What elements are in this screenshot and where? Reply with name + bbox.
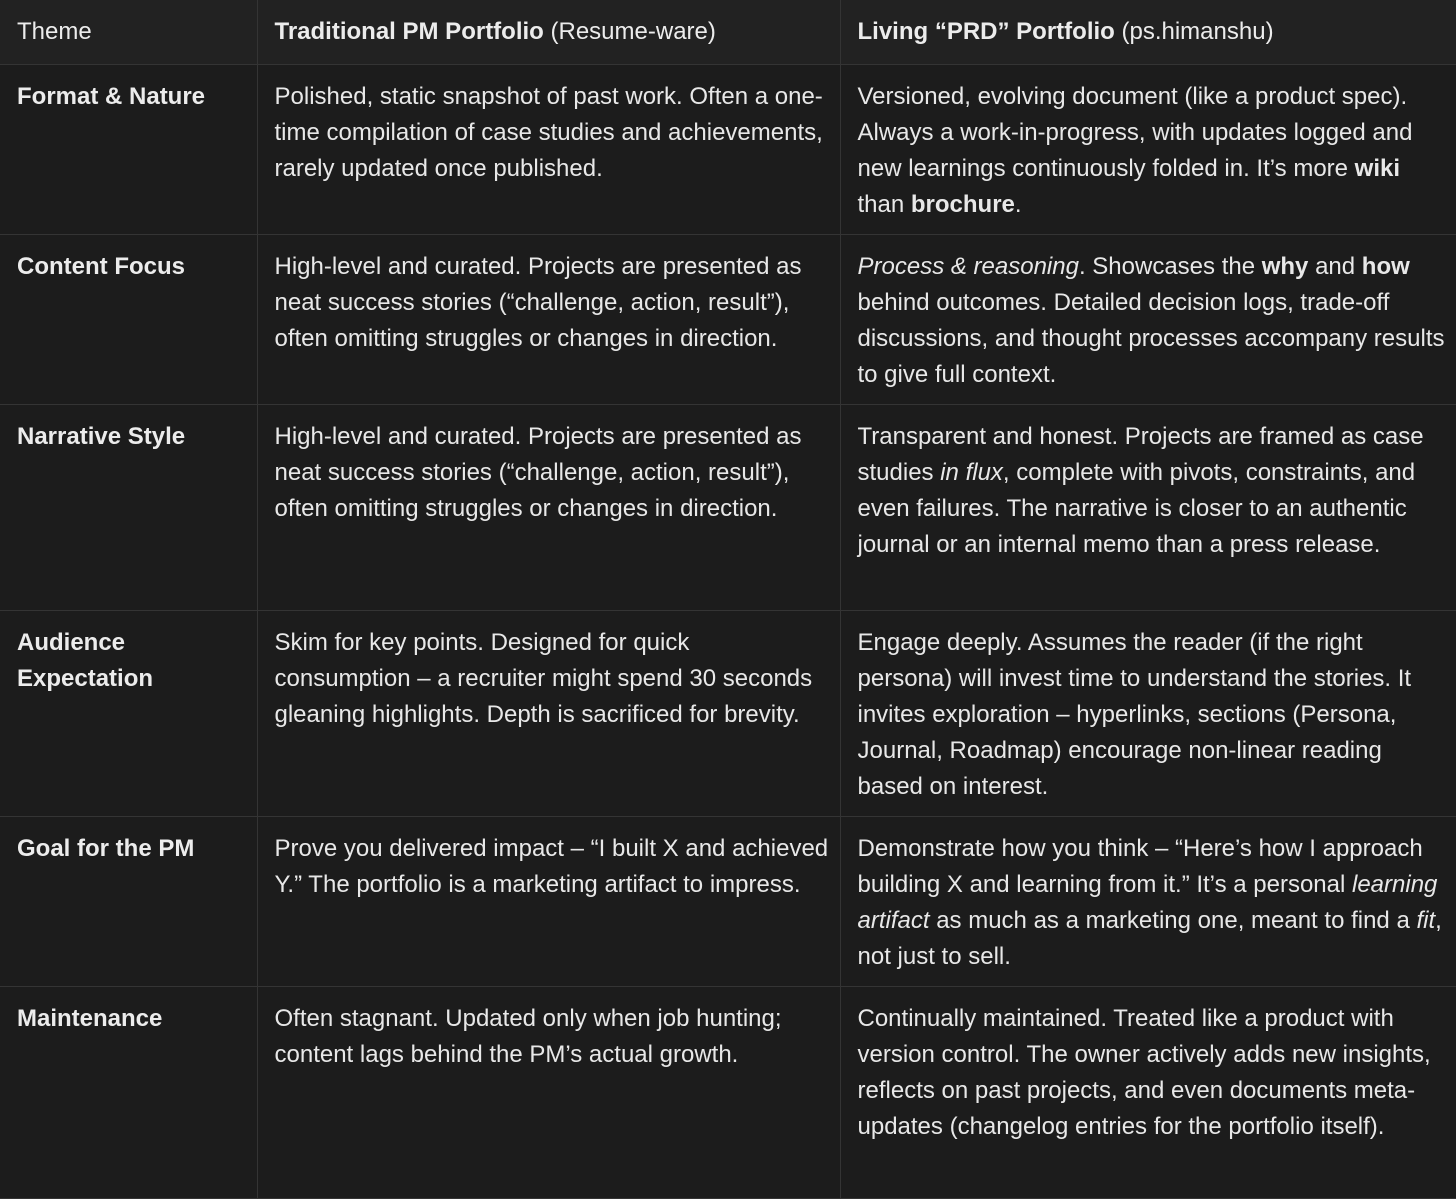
cell-text: Versioned, evolving document (like a product spec). Always a work-in-progress, with updates logged and new learnings continuously folded in. It’s more (857, 82, 1413, 182)
cell-text: behind outcomes. Detailed decision logs, trade-off discussions, and thought processes accompany results to give full context. (857, 288, 1445, 388)
cell-traditional: Polished, static snapshot of past work. Often a one-time compilation of case studies and achievements, rarely updated once published. (257, 64, 840, 234)
row-theme: Content Focus (0, 234, 257, 404)
header-living (840, 0, 1456, 64)
italic-term: fit (1416, 906, 1436, 934)
row-theme: Format & Nature (0, 64, 257, 234)
header-traditional-title: Traditional PM Portfolio (274, 18, 544, 45)
cell-living (840, 234, 1456, 404)
cell-traditional: Skim for key points. Designed for quick consumption – a recruiter might spend 30 seconds gleaning highlights. Depth is sacrificed for brevity. (257, 610, 840, 816)
cell-text: . (1014, 190, 1022, 218)
bold-term: brochure (910, 190, 1015, 218)
row-theme: Narrative Style (0, 404, 257, 610)
table-row-goal-for-pm (0, 816, 1456, 986)
table-row-maintenance (0, 986, 1456, 1198)
cell-text: . Showcases the (1078, 252, 1262, 280)
header-traditional (257, 0, 840, 64)
row-theme: Goal for the PM (0, 816, 257, 986)
row-theme: Maintenance (0, 986, 257, 1198)
header-traditional-sub: (Resume-ware) (543, 18, 716, 45)
cell-living (840, 816, 1456, 986)
bold-term: wiki (1354, 154, 1401, 182)
cell-living (840, 986, 1456, 1198)
cell-text: , not just to sell. (857, 906, 1442, 970)
italic-term: in flux (940, 458, 1003, 486)
cell-text: Demonstrate how you think – “Here’s how I approach building X and learning from it.” It’s a personal (857, 834, 1423, 898)
cell-text: Transparent and honest. Projects are framed as case studies (857, 422, 1424, 486)
table-row-audience-expectation (0, 610, 1456, 816)
cell-text: than (857, 190, 911, 218)
cell-text: Engage deeply. Assumes the reader (if the right persona) will invest time to understand the stories. It invites exploration – hyperlinks, sections (Persona, Journal, Roadmap) encourage non-linear reading based on interest. (857, 628, 1412, 800)
italic-term: learning artifact (857, 870, 1438, 934)
header-theme: Theme (0, 0, 257, 64)
table-row-format-nature (0, 64, 1456, 234)
cell-text: , complete with pivots, constraints, and even failures. The narrative is closer to an authentic journal or an internal memo than a press release. (857, 458, 1416, 558)
cell-traditional: High-level and curated. Projects are presented as neat success stories (“challenge, action, result”), often omitting struggles or changes in direction. (257, 404, 840, 610)
header-living-title: Living “PRD” Portfolio (857, 18, 1115, 45)
table-row-content-focus (0, 234, 1456, 404)
bold-term: why (1261, 252, 1309, 280)
cell-traditional: Prove you delivered impact – “I built X and achieved Y.” The portfolio is a marketing artifact to impress. (257, 816, 840, 986)
cell-text: Continually maintained. Treated like a product with version control. The owner actively adds new insights, reflects on past projects, and even documents meta-updates (changelog entries for the portfolio itself). (857, 1004, 1431, 1140)
table-row-narrative-style (0, 404, 1456, 610)
cell-living (840, 64, 1456, 234)
row-theme: Audience Expectation (0, 610, 257, 816)
cell-living (840, 404, 1456, 610)
header-row (0, 0, 1456, 64)
header-living-sub: (ps.himanshu) (1114, 18, 1274, 45)
italic-term: Process & reasoning (857, 252, 1079, 280)
cell-text: and (1308, 252, 1362, 280)
cell-traditional: Often stagnant. Updated only when job hunting; content lags behind the PM’s actual growth. (257, 986, 840, 1198)
cell-text: as much as a marketing one, meant to find a (929, 906, 1417, 934)
bold-term: how (1361, 252, 1410, 280)
cell-living (840, 610, 1456, 816)
cell-traditional: High-level and curated. Projects are presented as neat success stories (“challenge, action, result”), often omitting struggles or changes in direction. (257, 234, 840, 404)
